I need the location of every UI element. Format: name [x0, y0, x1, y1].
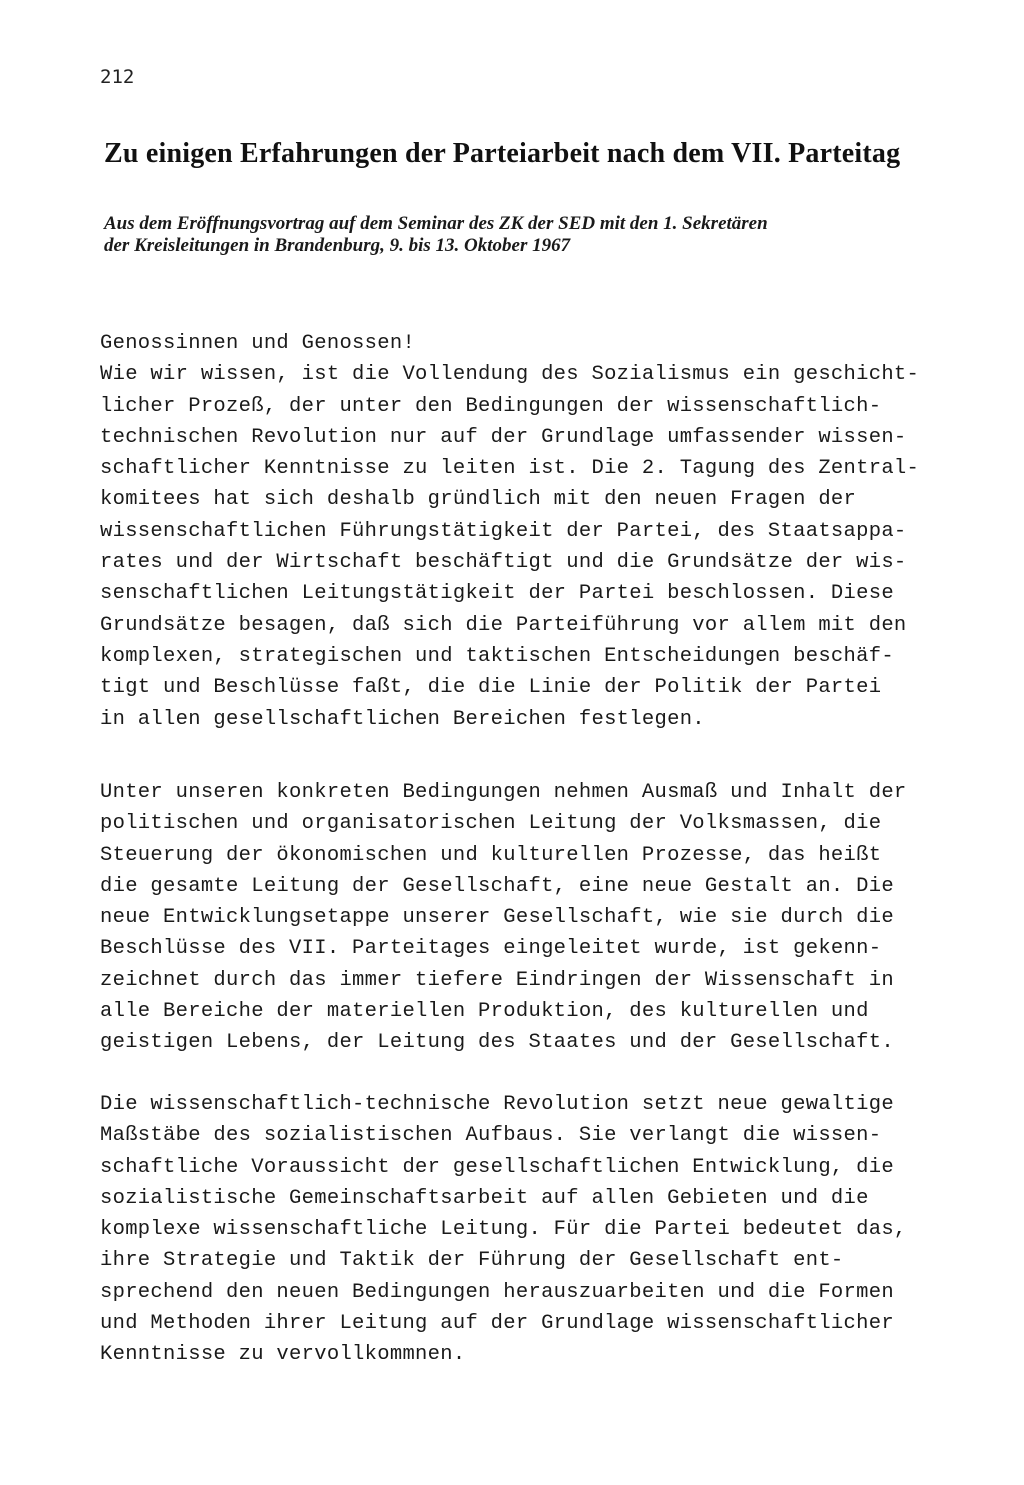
text-line: tigt und Beschlüsse faßt, die die Linie der Politik der Partei: [100, 676, 882, 700]
text-line: Steuerung der ökonomischen und kulturellen Prozesse, das heißt: [100, 843, 882, 867]
text-line: in allen gesellschaftlichen Bereichen festlegen.: [100, 707, 705, 731]
text-line: schaftlicher Kenntnisse zu leiten ist. Die 2. Tagung des Zentral-: [100, 457, 920, 481]
text-line: senschaftlichen Leitungstätigkeit der Partei beschlossen. Diese: [100, 582, 894, 606]
text-line: licher Prozeß, der unter den Bedingungen der wissenschaftlich-: [100, 394, 882, 418]
text-line: schaftliche Voraussicht der gesellschaftlichen Entwicklung, die: [100, 1155, 894, 1179]
text-line: komitees hat sich deshalb gründlich mit den neuen Fragen der: [100, 488, 857, 512]
text-line: neue Entwicklungsetappe unserer Gesellschaft, wie sie durch die: [100, 906, 894, 930]
subtitle-line: der Kreisleitungen in Brandenburg, 9. bis 13. Oktober 1967: [104, 235, 571, 256]
paragraph-3: [100, 1089, 960, 1371]
text-line: Genossinnen und Genossen!: [100, 332, 416, 355]
page-number: 212: [100, 66, 135, 88]
text-line: Wie wir wissen, ist die Vollendung des Sozialismus ein geschicht-: [100, 363, 920, 387]
text-line: und Methoden ihrer Leitung auf der Grundlage wissenschaftlicher: [100, 1312, 894, 1336]
text-line: Grundsätze besagen, daß sich die Parteiführung vor allem mit den: [100, 613, 907, 637]
text-line: komplexen, strategischen und taktischen Entscheidungen beschäf-: [100, 644, 894, 668]
text-line: Maßstäbe des sozialistischen Aufbaus. Sie verlangt die wissen-: [100, 1124, 882, 1148]
text-line: wissenschaftlichen Führungstätigkeit der Partei, des Staatsappa-: [100, 519, 907, 543]
text-line: geistigen Lebens, der Leitung des Staates und der Gesellschaft.: [100, 1031, 894, 1055]
text-line: rates und der Wirtschaft beschäftigt und die Grundsätze der wis-: [100, 551, 907, 575]
subtitle-line: Aus dem Eröffnungsvortrag auf dem Seminar des ZK der SED mit den 1. Sekretären: [104, 213, 768, 234]
text-line: Die wissenschaftlich-technische Revolution setzt neue gewaltige: [100, 1093, 894, 1116]
text-line: ihre Strategie und Taktik der Führung der Gesellschaft ent-: [100, 1249, 844, 1273]
text-line: die gesamte Leitung der Gesellschaft, eine neue Gestalt an. Die: [100, 874, 894, 898]
text-line: alle Bereiche der materiellen Produktion, des kulturellen und: [100, 1000, 869, 1024]
paragraph-2: [100, 777, 960, 1059]
text-line: Unter unseren konkreten Bedingungen nehmen Ausmaß und Inhalt der: [100, 781, 907, 804]
paragraph-1: [100, 328, 960, 735]
text-line: sozialistische Gemeinschaftsarbeit auf allen Gebieten und die: [100, 1186, 869, 1210]
text-line: komplexe wissenschaftliche Leitung. Für die Partei bedeutet das,: [100, 1218, 907, 1242]
chapter-title: Zu einigen Erfahrungen der Parteiarbeit nach dem VII. Parteitag: [104, 138, 901, 169]
text-line: Beschlüsse des VII. Parteitages eingeleitet wurde, ist gekenn-: [100, 937, 882, 961]
text-line: Kenntnisse zu vervollkommnen.: [100, 1343, 466, 1367]
text-line: politischen und organisatorischen Leitung der Volksmassen, die: [100, 812, 882, 836]
chapter-subtitle: [104, 213, 904, 257]
text-line: zeichnet durch das immer tiefere Eindringen der Wissenschaft in: [100, 968, 894, 992]
text-line: sprechend den neuen Bedingungen herauszuarbeiten und die Formen: [100, 1280, 894, 1304]
text-line: technischen Revolution nur auf der Grundlage umfassender wissen-: [100, 425, 907, 449]
